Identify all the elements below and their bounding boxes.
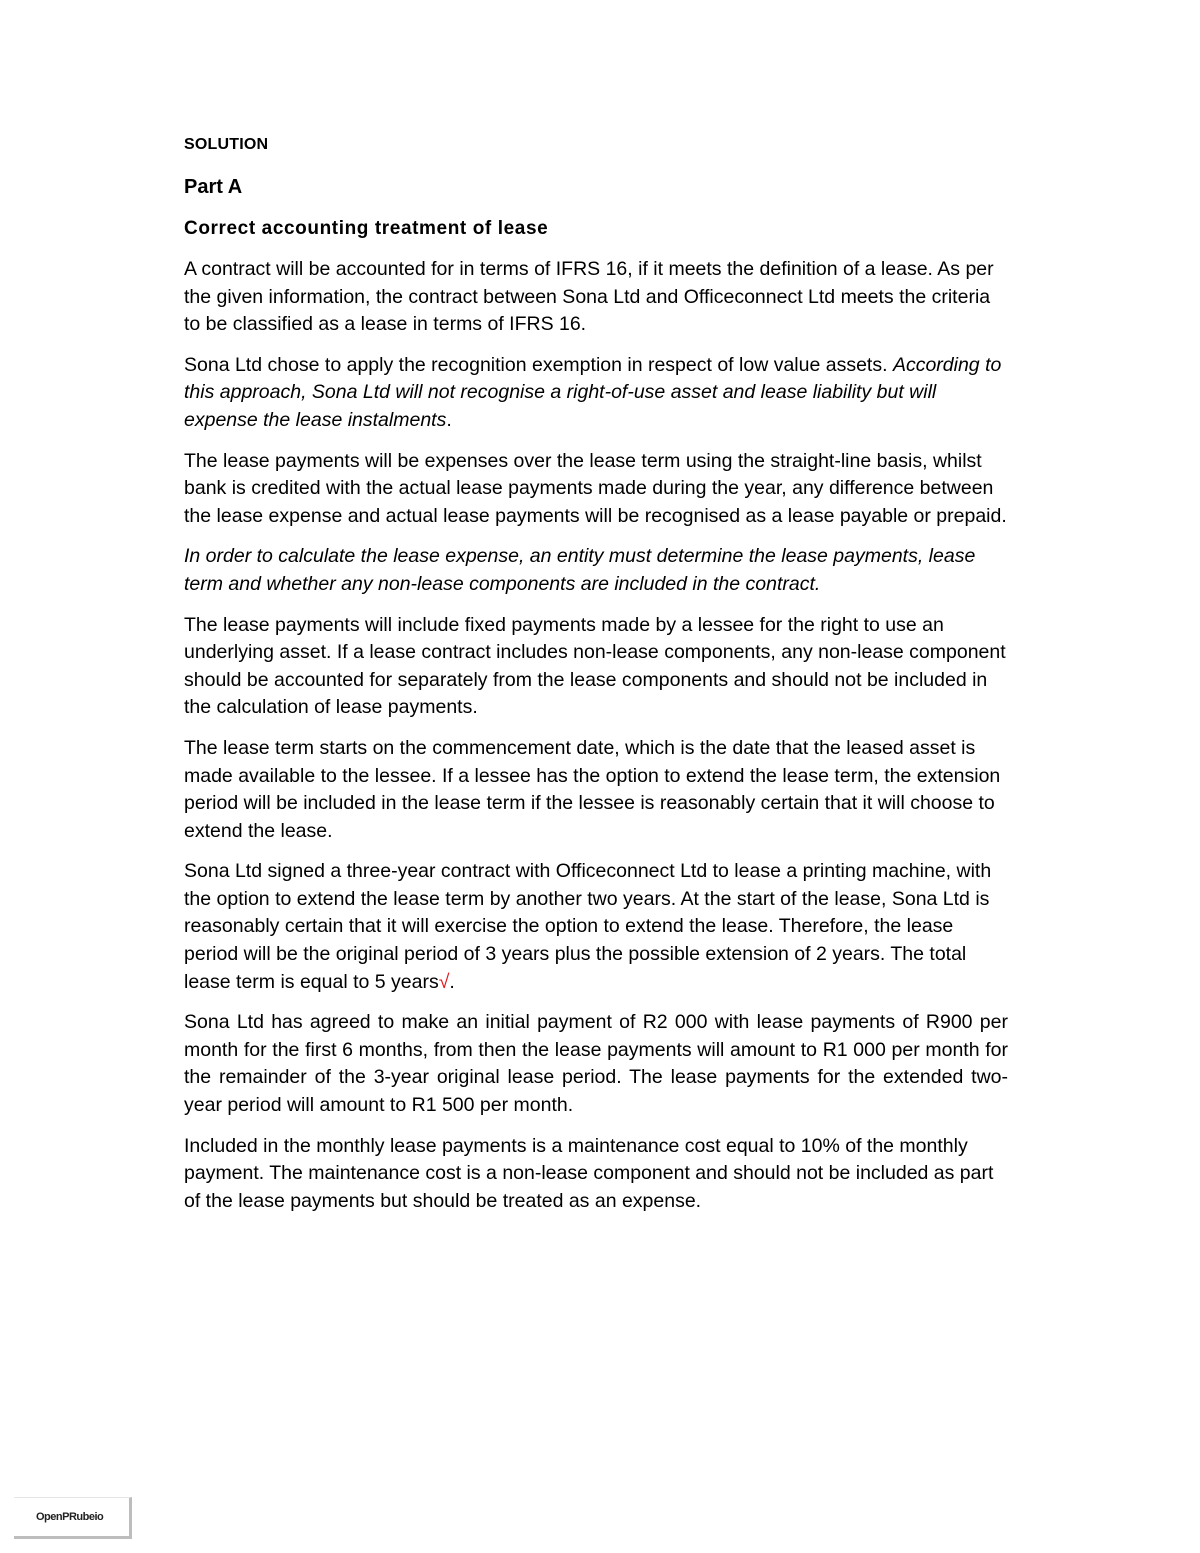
exemption-approach: According to this approach, Sona Ltd will not recognise a right-of-use asset and lease liability but will expense the lease instalments — [184, 353, 1002, 431]
paragraph-definition: A contract will be accounted for in terms of IFRS 16, if it meets the definition of a lease. As per the given information, the contract between Sona Ltd and Officeconnect Ltd meets the criteria to be classified as a lease in terms of IFRS 16. — [184, 258, 994, 336]
paragraph-straight-line: The lease payments will be expenses over the lease term using the straight-line basis, whilst bank is credited with the actual lease payments made during the year, any difference between the lease expense and actual lease payments will be recognised as a lease payable or prepaid. — [184, 449, 1007, 527]
solution-heading: SOLUTION — [184, 136, 269, 153]
logo-text: OpenPRubeio — [36, 1511, 104, 1523]
paragraph-maintenance: Included in the monthly lease payments is a maintenance cost equal to 10% of the monthly payment. The maintenance cost is a non-lease component and should not be included as part of the lease payments but should be treated as an expense. — [184, 1134, 994, 1212]
paragraph-lease-expense: In order to calculate the lease expense, an entity must determine the lease payments, lease term and whether any non-lease components are included in the contract. — [184, 545, 976, 595]
check-mark-icon: √ — [438, 970, 450, 993]
paragraph-payment-schedule: Sona Ltd has agreed to make an initial payment of R2 000 with lease payments of R900 per month for the first 6 months, from then the lease payments will amount to R1 000 per month for the remainder of the 3-year original lease period. The lease payments for the extended two-year period will amount to R1 500 per month. — [184, 1011, 1008, 1117]
contract-term-end: . — [449, 970, 455, 993]
paragraph-contract-term — [184, 858, 1008, 996]
section-title: Correct accounting treatment of lease — [184, 218, 549, 239]
document-page — [184, 134, 1008, 1228]
part-heading: Part A — [184, 176, 243, 198]
paragraph-exemption — [184, 352, 1008, 435]
paragraph-lease-payments: The lease payments will include fixed payments made by a lessee for the right to use an underlying asset. If a lease contract includes non-lease components, any non-lease component should be accounted for separately from the lease components and should not be included in the calculation of lease payments. — [184, 613, 1006, 719]
exemption-intro: Sona Ltd chose to apply the recognition exemption in respect of low value assets. — [184, 353, 888, 376]
contract-term-text: Sona Ltd signed a three-year contract with Officeconnect Ltd to lease a printing machine, with the option to extend the lease term by another two years. At the start of the lease, Sona Ltd is reasonably certain that it will exercise the option to extend the lease. Therefore, the lease period will be the original period of 3 years plus the possible extension of 2 years. The total lease term is equal to 5 years — [184, 860, 992, 993]
exemption-end: . — [446, 408, 452, 431]
footer-logo — [14, 1497, 132, 1539]
paragraph-lease-term: The lease term starts on the commencement date, which is the date that the leased asset is made available to the lessee. If a lessee has the option to extend the lease term, the extension period will be included in the lease term if the lessee is reasonably certain that it will choose to extend the lease. — [184, 736, 1001, 842]
